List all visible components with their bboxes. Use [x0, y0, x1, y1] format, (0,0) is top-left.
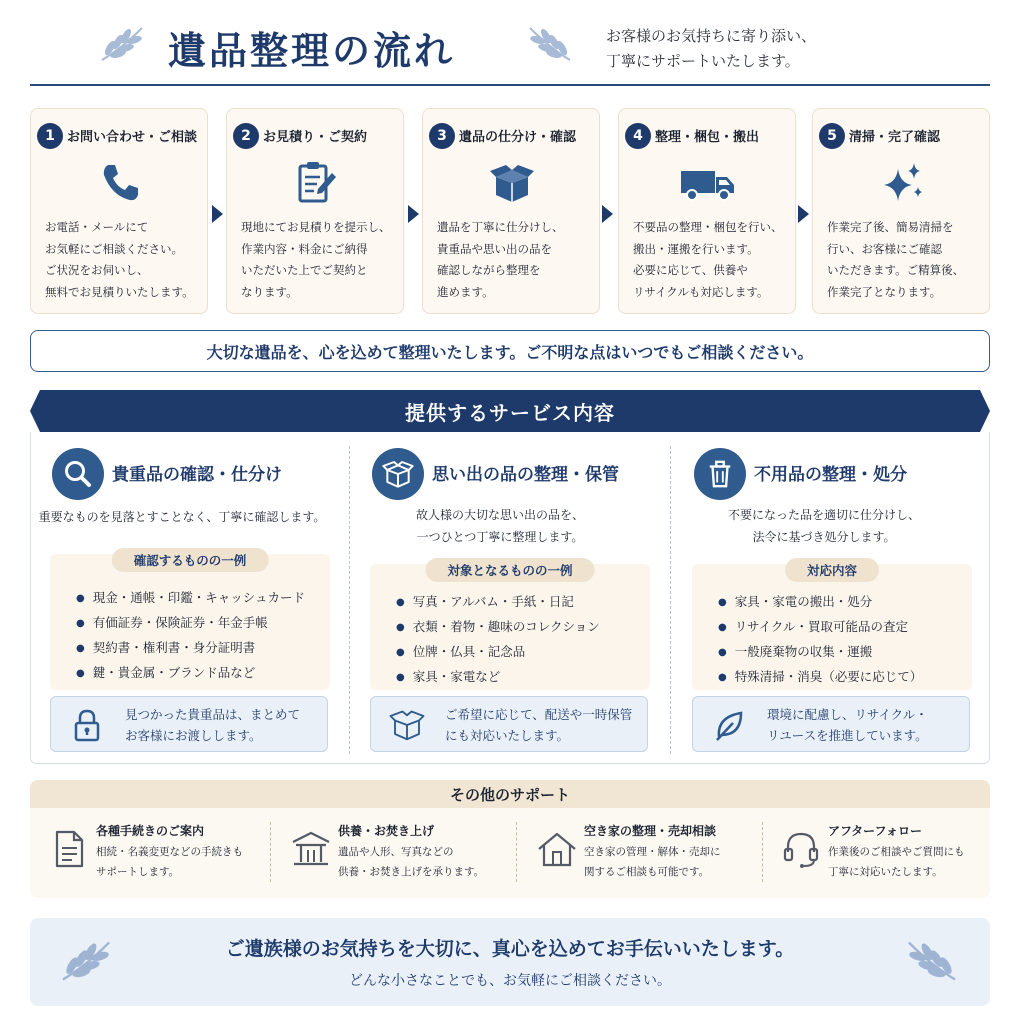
step-card-1: [30, 108, 208, 314]
service-disposal: [682, 440, 982, 760]
list-tag: 対応内容: [785, 558, 879, 582]
step-card-5: [812, 108, 990, 314]
service-description: 故人様の大切な思い出の品を、 一つひとつ丁寧に整理します。: [415, 508, 584, 544]
step-number: 4: [625, 123, 651, 149]
sparkle-icon: [878, 159, 926, 207]
list-tag: 対象となるものの一例: [425, 558, 594, 582]
divider: [516, 822, 517, 882]
service-note: ご希望に応じて、配送や一時保管 にも対応いたします。: [370, 696, 648, 752]
step-title: 整理・梱包・搬出: [655, 130, 760, 145]
support-description: 相続・名義変更などの手続きも サポートします。: [96, 846, 243, 878]
divider: [349, 446, 350, 754]
other-support-heading: その他のサポート: [30, 780, 990, 808]
step-number: 2: [233, 123, 259, 149]
step-title: お問い合わせ・ご相談: [67, 130, 198, 145]
list-item: ● 特殊清掃・消臭（必要に応じて）: [718, 665, 922, 690]
clipboard-pen-icon: [292, 159, 340, 207]
leaf-icon: [711, 707, 747, 743]
leaf-branch-icon: [902, 936, 962, 986]
step-description: お電話・メールにて お気軽にご相談ください。 ご状況をお伺いし、 無料でお見積りいたします。: [45, 220, 194, 299]
divider: [762, 822, 763, 882]
list-item: ● 家具・家電など: [396, 665, 600, 690]
house-icon: [536, 828, 578, 870]
support-item: [526, 822, 762, 886]
arrow-right-icon: [602, 205, 613, 223]
support-title: 供養・お焚き上げ: [338, 824, 435, 838]
tagline: お客様のお気持ちに寄り添い、 丁寧にサポートいたします。: [606, 27, 817, 70]
step-card-3: [422, 108, 600, 314]
service-title: 思い出の品の整理・保管: [432, 465, 619, 485]
step-description: 不要品の整理・梱包を行い、 搬出・運搬を行います。 必要に応じて、供養や リサイクルも対応します。: [633, 220, 783, 299]
page-title: 遺品整理の流れ: [168, 28, 456, 73]
support-title: アフターフォロー: [828, 824, 922, 838]
support-description: 遺品や人形、写真などの 供養・お焚き上げを承ります。: [338, 846, 485, 878]
list-item: ● 衣類・着物・趣味のコレクション: [396, 615, 600, 640]
list-item: ● 写真・アルバム・手紙・日記: [396, 590, 600, 615]
list-item: ● 有価証券・保険証券・年金手帳: [76, 611, 305, 636]
list-item: ● 家具・家電の搬出・処分: [718, 590, 922, 615]
support-title: 各種手続きのご案内: [96, 824, 205, 838]
phone-icon: [96, 159, 144, 207]
service-note: 環境に配慮し、リサイクル・ リユースを推進しています。: [692, 696, 970, 752]
leaf-branch-icon: [524, 24, 576, 64]
search-icon: [62, 458, 94, 490]
arrow-right-icon: [212, 205, 223, 223]
footer-message: [30, 918, 990, 1006]
example-list: [692, 564, 972, 690]
footer-main-text: ご遺族様のお気持ちを大切に、真心を込めてお手伝いいたします。: [225, 938, 795, 960]
step-number: 1: [37, 123, 63, 149]
step-title: お見積り・ご契約: [263, 130, 368, 145]
list-item: ● 位牌・仏具・記念品: [396, 640, 600, 665]
divider: [270, 822, 271, 882]
header-divider: [30, 84, 990, 86]
list-item: ● 一般廃棄物の収集・運搬: [718, 640, 922, 665]
service-description: 重要なものを見落とすことなく、丁寧に確認します。: [38, 510, 326, 524]
header: [0, 0, 1024, 90]
service-title: 不用品の整理・処分: [754, 465, 907, 485]
lock-icon: [69, 707, 105, 743]
support-description: 空き家の管理・解体・売却に 関するご相談も可能です。: [584, 846, 721, 878]
support-item: [770, 822, 1006, 886]
list-item: ● 鍵・貴金属・ブランド品など: [76, 661, 305, 686]
leaf-branch-icon: [96, 24, 148, 64]
service-description: 不要になった品を適切に仕分けし、 法令に基づき処分します。: [727, 508, 920, 544]
list-item: ● 現金・通帳・印鑑・キャッシュカード: [76, 586, 305, 611]
service-keepsakes: [360, 440, 660, 760]
notice-banner: 大切な遺品を、心を込めて整理いたします。ご不明な点はいつでもご相談ください。: [30, 330, 990, 372]
step-title: 遺品の仕分け・確認: [459, 130, 577, 145]
footer-sub-text: どんな小さなことでも、お気軽にご相談ください。: [349, 973, 671, 989]
support-description: 作業後のご相談やご質問にも 丁寧に対応いたします。: [828, 846, 965, 878]
open-box-icon: [488, 159, 536, 207]
trash-icon: [705, 459, 735, 489]
list-item: ● リサイクル・買取可能品の査定: [718, 615, 922, 640]
shrine-icon: [290, 828, 332, 870]
headset-icon: [780, 828, 822, 870]
other-support: [30, 780, 990, 898]
service-valuables: [40, 440, 340, 760]
arrow-right-icon: [408, 205, 419, 223]
step-description: 現地にてお見積りを提示し、 作業内容・料金にご納得 いただいた上でご契約と なります。: [241, 220, 391, 299]
step-card-4: [618, 108, 796, 314]
support-item: [280, 822, 516, 886]
step-number: 5: [819, 123, 845, 149]
support-title: 空き家の整理・売却相談: [584, 824, 717, 838]
box-icon: [382, 458, 414, 490]
list-tag: 確認するものの一例: [112, 548, 269, 572]
divider: [670, 446, 671, 754]
box-icon: [389, 707, 425, 743]
step-description: 遺品を丁寧に仕分けし、 貴重品や思い出の品を 確認しながら整理を 進めます。: [437, 220, 564, 299]
service-title: 貴重品の確認・仕分け: [112, 465, 282, 485]
step-card-2: [226, 108, 404, 314]
list-item: ● 契約書・権利書・身分証明書: [76, 636, 305, 661]
document-icon: [48, 828, 90, 870]
service-note: 見つかった貴重品は、まとめて お客様にお渡しします。: [50, 696, 328, 752]
step-description: 作業完了後、簡易清掃を 行い、お客様にご確認 いただきます。ご精算後、 作業完了となります。: [827, 220, 965, 299]
step-title: 清掃・完了確認: [849, 130, 941, 145]
step-number: 3: [429, 123, 455, 149]
example-list: [370, 564, 650, 690]
arrow-right-icon: [798, 205, 809, 223]
support-item: [38, 822, 274, 886]
example-list: [50, 554, 330, 690]
services-heading: 提供するサービス内容: [30, 390, 990, 432]
truck-icon: [678, 159, 738, 207]
